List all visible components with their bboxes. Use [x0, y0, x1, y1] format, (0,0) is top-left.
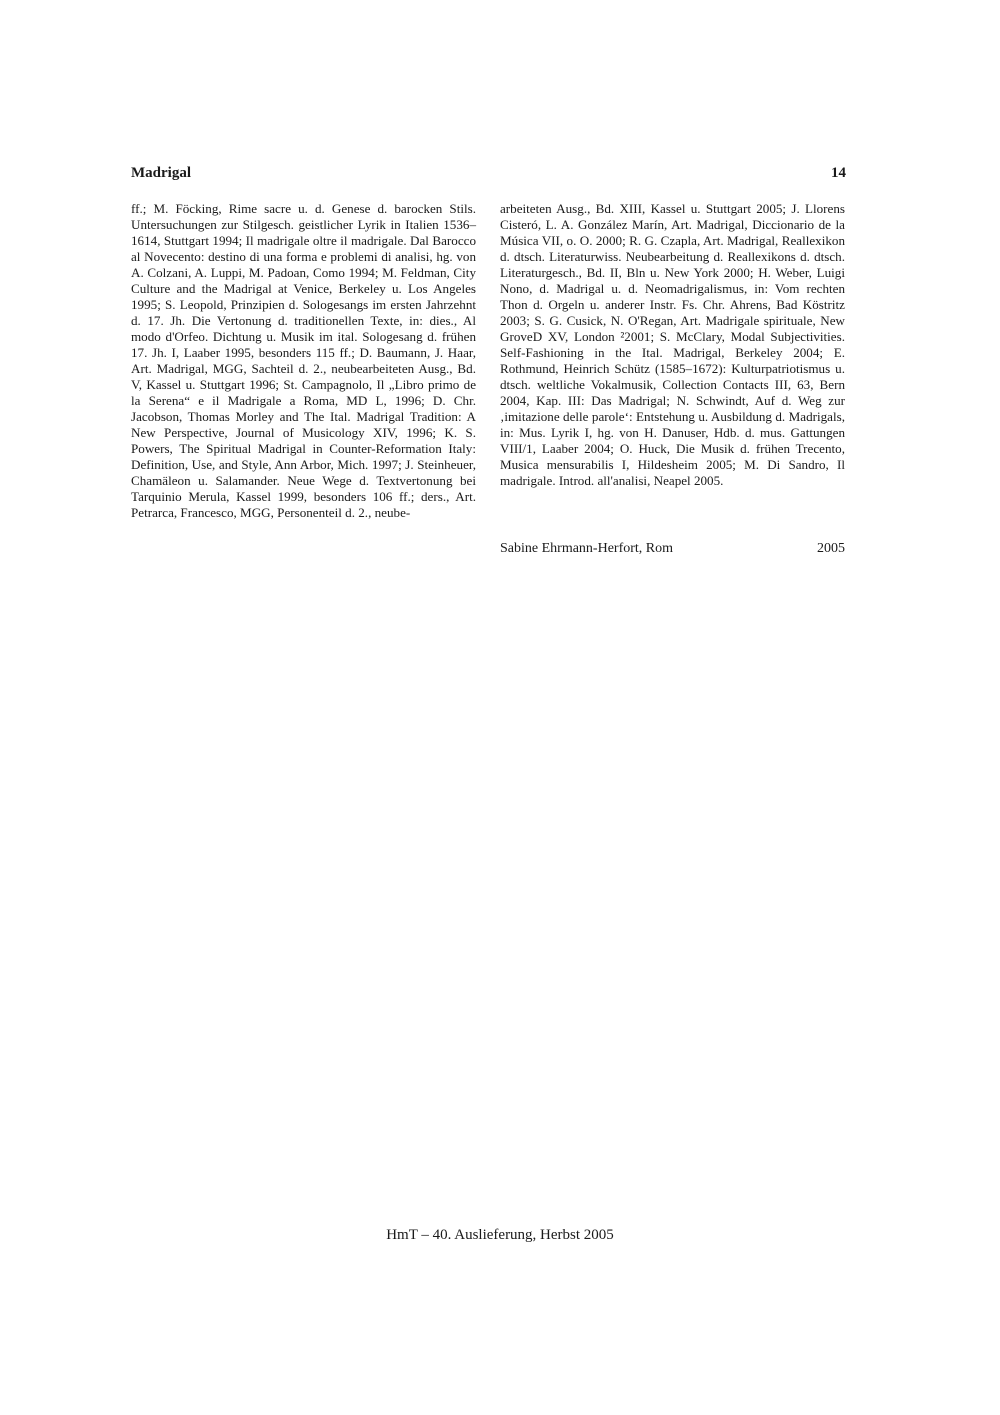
bibliography-column-left: ff.; M. Föcking, Rime sacre u. d. Genese d. barocken Stils. Untersuchungen zur Stilgesch. geistlicher Lyrik in Italien 1536–1614, Stuttgart 1994; Il madrigale oltre il madrigale. Dal Barocco al Novecento: destino di una forma e problemi di analisi, hg. von A. Colzani, A. Luppi, M. Padoan, Como 1994; M. Feldman, City Culture and the Madrigal at Venice, Berkeley u. Los Angeles 1995; S. Leopold, Prinzipien d. Sologesangs im ersten Jahrzehnt d. 17. Jh. Die Vertonung d. traditionellen Texte, in: dies., Al modo d'Orfeo. Dichtung u. Musik im ital. Sologesang d. frühen 17. Jh. I, Laaber 1995, besonders 115 ff.; D. Baumann, J. Haar, Art. Madrigal, MGG, Sachteil d. 2., neubearbeiteten Ausg., Bd. V, Kassel u. Stuttgart 1996; St. Campagnolo, Il „Libro primo de la Serena“ e il Madrigale a Roma, MD L, 1996; D. Chr. Jacobson, Thomas Morley and The Ital. Madrigal Tradition: A New Perspective, Journal of Musicology XIV, 1996; K. S. Powers, The Spiritual Madrigal in Counter-Reformation Italy: Definition, Use, and Style, Ann Arbor, Mich. 1997; J. Steinheuer, Chamäleon u. Salamander. Neue Wege d. Textvertonung bei Tarquinio Merula, Kassel 1999, besonders 106 ff.; ders., Art. Petrarca, Francesco, MGG, Personenteil d. 2., neube-: [131, 201, 476, 520]
signature-year: 2005: [817, 541, 845, 556]
page-footer: HmT – 40. Auslieferung, Herbst 2005: [386, 1227, 614, 1243]
entry-title: Madrigal: [131, 165, 191, 181]
author-name: Sabine Ehrmann-Herfort, Rom: [500, 541, 674, 556]
bibliography-column-right: arbeiteten Ausg., Bd. XIII, Kassel u. Stuttgart 2005; J. Llorens Cisteró, L. A. González Marín, Art. Madrigal, Diccionario de la Música VII, o. O. 2000; R. G. Czapla, Art. Madrigal, Reallexikon d. dtsch. Literaturwiss. Neubearbeitung d. Reallexikons d. dtsch. Literaturgesch., Bd. II, Bln u. New York 2000; H. Weber, Luigi Nono, d. Madrigal u. d. Neomadrigalismus, in: Vom rechten Thon d. Orgeln u. anderer Instr. Fs. Chr. Ahrens, Bad Köstritz 2003; S. G. Cusick, N. O'Regan, Art. Madrigale spirituale, New GroveD XV, London ²2001; S. McClary, Modal Subjectivities. Self-Fashioning in the Ital. Madrigal, Berkeley 2004; E. Rothmund, Heinrich Schütz (1585–1672): Kulturpatriotismus u. dtsch. weltliche Vokalmusik, Collection Contacts III, 63, Bern 2004, Kap. III: Das Madrigal; N. Schwindt, Auf d. Weg zur ‚imitazione delle parole‘: Entstehung u. Ausbildung d. Madrigals, in: Mus. Lyrik I, hg. von H. Danuser, Hdb. d. mus. Gattungen VIII/1, Laaber 2004; O. Huck, Die Musik d. frühen Trecento, Musica mensurabilis I, Hildesheim 2005; M. Di Sandro, Il madrigale. Introd. all'analisi, Neapel 2005.: [500, 201, 845, 488]
page-number: 14: [831, 165, 846, 181]
author-signature: [500, 541, 845, 561]
running-head: [131, 165, 846, 187]
